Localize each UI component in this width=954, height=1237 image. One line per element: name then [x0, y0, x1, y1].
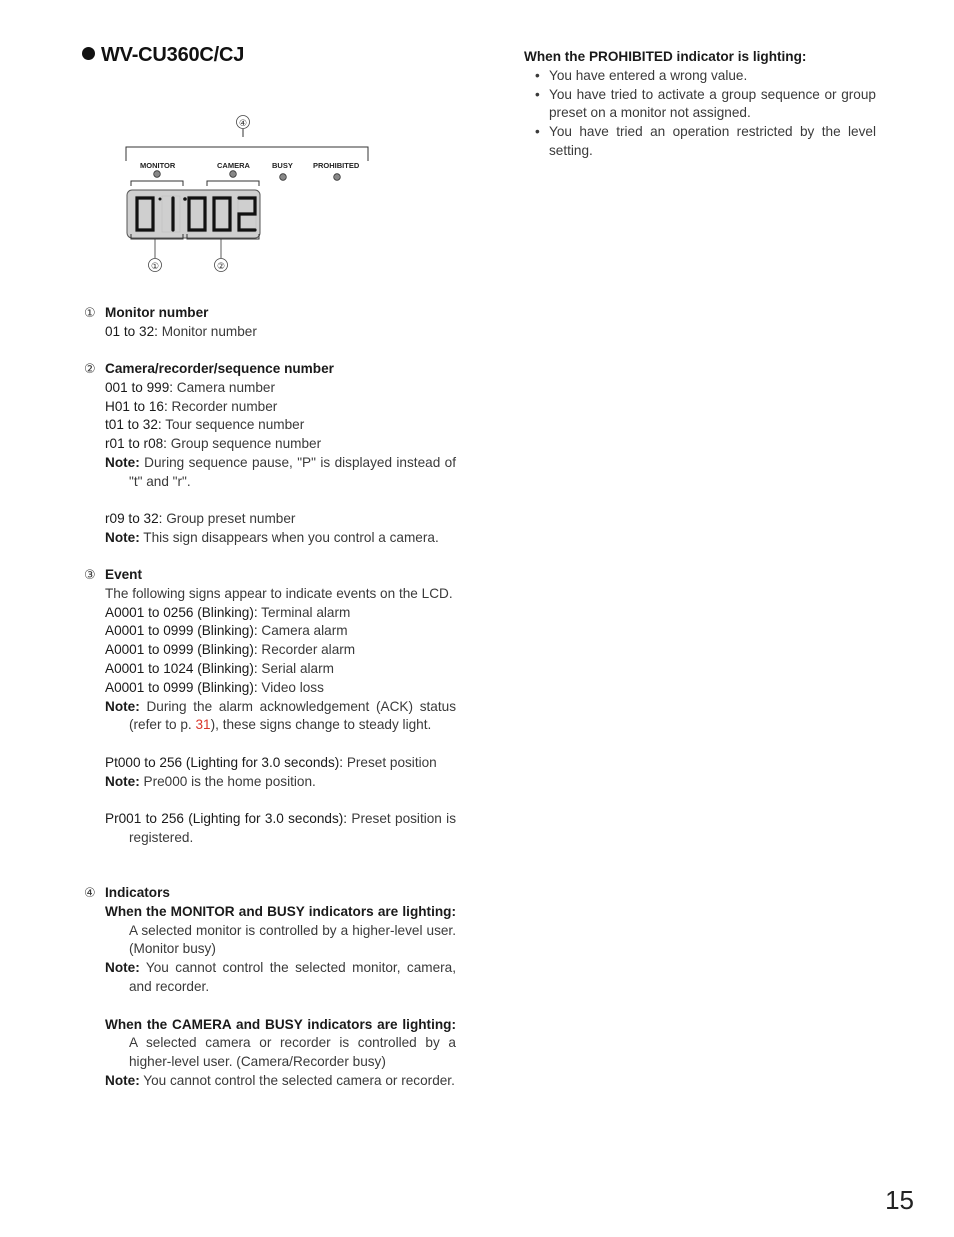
- section-heading: Camera/recorder/sequence number: [105, 361, 334, 376]
- note: Note: This sign disappears when you control a camera.: [105, 530, 439, 546]
- indicator-label-camera: CAMERA: [217, 161, 250, 170]
- svg-text:②: ②: [216, 262, 226, 272]
- svg-text:④: ④: [238, 119, 248, 129]
- section-heading: Indicators: [105, 885, 170, 900]
- note: Note: You cannot control the selected monitor, camera, and recorder.: [105, 960, 456, 994]
- page-title: [82, 46, 244, 65]
- callout-2: [215, 259, 228, 273]
- indicator-bracket: [126, 129, 368, 161]
- page-number: 15: [885, 1185, 914, 1215]
- indicator-label-busy: BUSY: [272, 161, 293, 170]
- section-monitor-number: ① Monitor number 01 to 32: Monitor number: [84, 304, 456, 342]
- note: Note: You cannot control the selected camera or recorder.: [105, 1072, 455, 1088]
- section-heading: Event: [105, 567, 143, 582]
- led-monitor-icon: [154, 171, 161, 178]
- prohibited-list: [524, 67, 876, 161]
- prohibited-section: [524, 48, 876, 161]
- list-item: • You have tried an operation restricted by the level setting.: [524, 123, 876, 161]
- section-heading: Monitor number: [105, 305, 209, 320]
- section-camera-number: ② Camera/recorder/sequence number 001 to 999: Camera number H01 to 16: Recorder number t01 to 32: Tour sequence number r01 to r08: Group sequence number Note: During sequence pause, "P" is displayed instead of "t" and "r". r09 to 32: Group preset number Note: This sign disappears when you control a camera.: [84, 360, 456, 548]
- callout-1: [149, 259, 162, 273]
- list-item: • You have entered a wrong value.: [524, 67, 876, 86]
- lcd-display-figure: [120, 110, 380, 280]
- indicator-label-monitor: MONITOR: [140, 161, 176, 170]
- prohibited-heading: When the PROHIBITED indicator is lighting:: [524, 49, 807, 64]
- section-indicators: ④ Indicators When the MONITOR and BUSY indicators are lighting: A selected monitor is controlled by a higher-level user. (Monitor busy) Note: You cannot control the selected monitor, camera, and recorder. When the CAMERA and BUSY indicators are lighting: A selected camera or recorder is controlled by a higher-level user. (Camera/Recorder busy) Note: You cannot control the selected camera or recorder.: [84, 884, 456, 1091]
- bullet-dot-icon: [82, 47, 95, 60]
- note: Note: During the alarm acknowledgement (ACK) status (refer to p. 31), these signs change to steady light.: [105, 698, 456, 733]
- callout-4: [237, 116, 250, 130]
- list-item: • You have tried to activate a group sequence or group preset on a monitor not assigned.: [524, 86, 876, 124]
- indicator-label-prohibited: PROHIBITED: [313, 161, 360, 170]
- section-event: ③ Event The following signs appear to indicate events on the LCD. A0001 to 0256 (Blinking): Terminal alarm A0001 to 0999 (Blinking): Camera alarm A0001 to 0999 (Blinking): Recorder alarm A0001 to 1024 (Blinking): Serial alarm A0001 to 0999 (Blinking): Video loss Note: During the alarm acknowledgement (ACK) status (refer to p. 31), these signs change to steady light. Pt000 to 256 (Lighting for 3.0 seconds): Preset position Note: Pre000 is the home position. Pr001 to 256 (Lighting for 3.0 seconds): Preset position is registered.: [84, 567, 457, 846]
- led-prohibited-icon: [334, 174, 341, 181]
- page-reference-link[interactable]: 31: [195, 717, 211, 733]
- model-name: WV-CU360C/CJ: [101, 44, 245, 66]
- note: Note: During sequence pause, "P" is displayed instead of "t" and "r".: [105, 454, 456, 489]
- led-camera-icon: [230, 171, 237, 178]
- led-busy-icon: [280, 174, 287, 181]
- svg-text:①: ①: [150, 262, 160, 272]
- note: Note: Pre000 is the home position.: [105, 773, 316, 789]
